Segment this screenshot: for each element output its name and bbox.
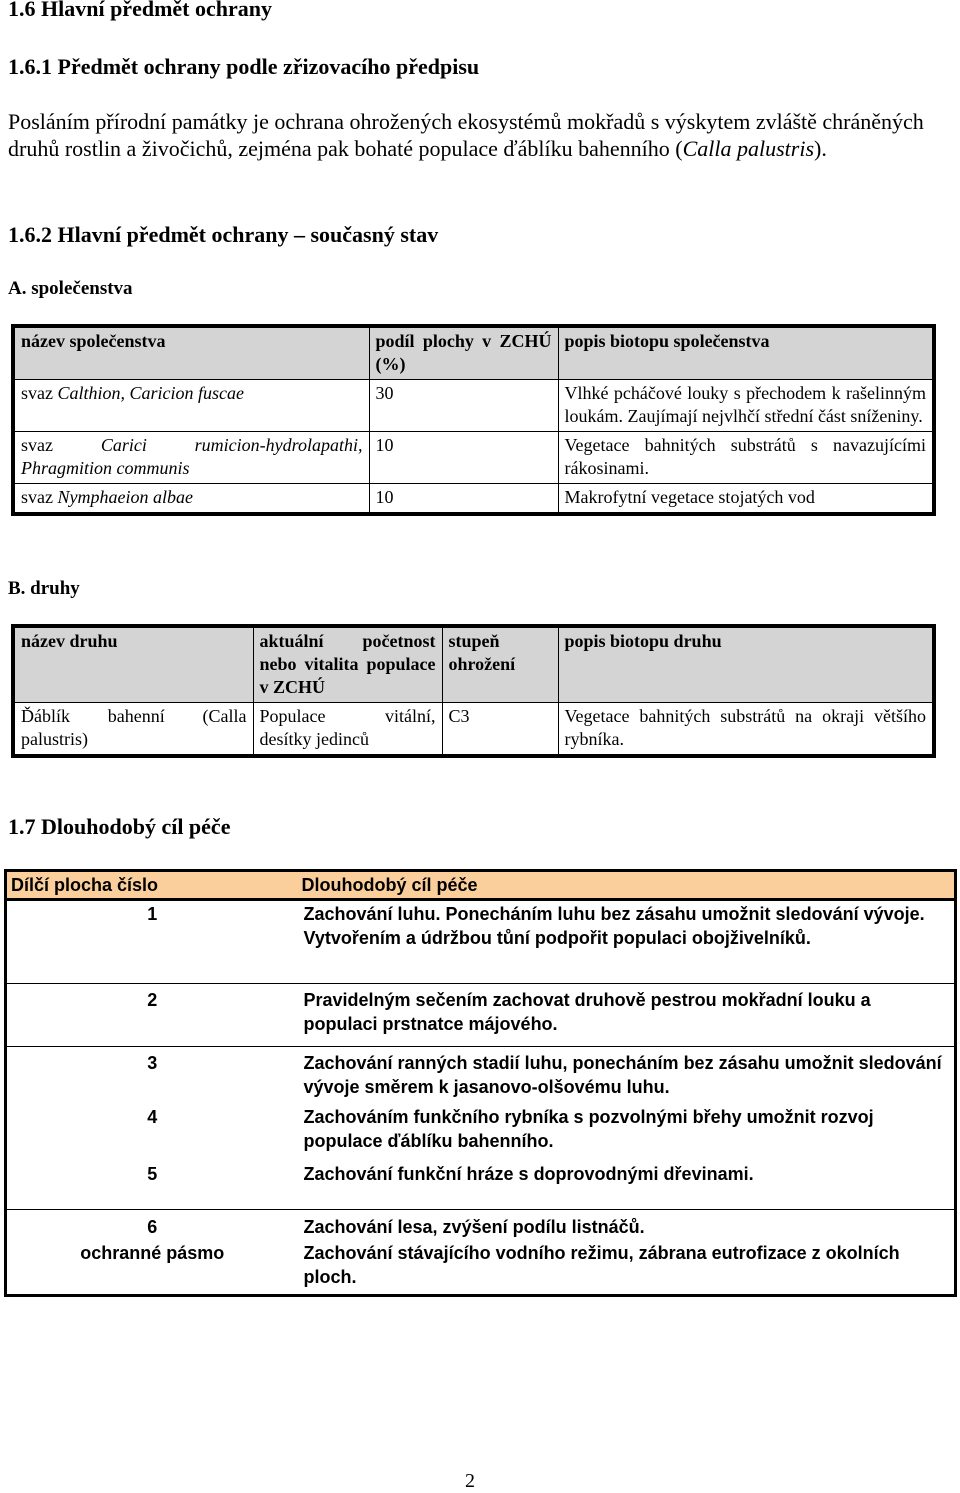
table-row [6,984,956,1047]
heading-1-6-1: 1.6.1 Předmět ochrany podle zřizovacího předpisu [8,54,480,79]
community-description: Makrofytní vegetace stojatých vod [558,484,934,515]
header-area-share: podíl plochy v ZCHÚ (%) [369,326,558,380]
table-row [6,1047,956,1105]
goal-area: 1 [6,900,298,984]
species-name: Ďáblík bahenní (Calla palustris) [13,703,253,757]
goal-text: Pravidelným sečením zachovat druhově pestrou mokřadní louku a populaci prstnatce májového. [298,984,956,1047]
table-row [6,1240,956,1296]
species-threat: C3 [442,703,558,757]
paragraph-text: Posláním přírodní památky je ochrana ohrožených ekosystémů mokřadů s výskytem zvláště chráněných druhů rostlin a živočichů, zejména pak bohaté populace ďáblíku bahenního ( [8,109,924,161]
header-community-name: název společenstva [13,326,369,380]
table-row [13,380,934,432]
goals-header-row [6,871,956,900]
goal-area: 6 [147,1217,158,1237]
paragraph-end: ). [814,136,827,161]
header-species-habitat: popis biotopu druhu [558,626,934,703]
paragraph-latin-name: Calla palustris [682,136,815,161]
community-description: Vegetace bahnitých substrátů s navazujícími rákosinami. [558,432,934,484]
paragraph-mission [8,108,938,162]
table-row [13,703,934,757]
community-description: Vlhké pcháčové louky s přechodem k rašelinným loukám. Zaujímají nejvlhčí střední část sníženiny. [558,380,934,432]
community-share: 10 [369,432,558,484]
goal-area: ochranné pásmo [80,1243,225,1263]
goal-area: 4 [147,1107,158,1127]
heading-1-6-2: 1.6.2 Hlavní předmět ochrany – současný stav [8,222,439,247]
table-row [13,484,934,515]
community-name: svaz Carici rumicion-hydrolapathi, Phragmition communis [13,432,369,484]
goal-text: Zachování luhu. Ponecháním luhu bez zásahu umožnit sledování vývoje. Vytvořením a údržbou tůní podpořit populaci obojživelníků. [298,900,956,984]
label-species: B. druhy [8,578,80,599]
table-row [6,1104,956,1161]
species-abundance: Populace vitální, desítky jedinců [253,703,442,757]
header-species-name: název druhu [13,626,253,703]
header-threat-level: stupeň ohrožení [442,626,558,703]
header-habitat-description: popis biotopu společenstva [558,326,934,380]
goal-text: Zachováním funkčního rybníka s pozvolnými břehy umožnit rozvoj populace ďáblíku bahenního. [303,1107,874,1151]
header-abundance: aktuální početnost nebo vitalita populace v ZCHÚ [253,626,442,703]
species-header-row [13,626,934,703]
header-area-number: Dílčí plocha číslo [6,871,298,900]
species-habitat: Vegetace bahnitých substrátů na okraji většího rybníka. [558,703,934,757]
heading-1-7: 1.7 Dlouhodobý cíl péče [8,814,231,839]
heading-1-6: 1.6 Hlavní předmět ochrany [8,0,272,21]
goals-table [4,869,957,1297]
goal-text: Zachování ranných stadií luhu, ponecháním bez zásahu umožnit sledování vývoje směrem k jasanovo-olšovému luhu. [303,1053,942,1097]
table-row [6,1210,956,1241]
goal-area: 2 [6,984,298,1047]
communities-header-row [13,326,934,380]
table-row [13,432,934,484]
table-row [6,900,956,984]
communities-table [11,324,936,516]
goal-text: Zachování funkční hráze s doprovodnými dřevinami. [298,1161,956,1210]
community-share: 10 [369,484,558,515]
page-number: 2 [465,1470,475,1492]
community-name: svaz Calthion, Caricion fuscae [13,380,369,432]
table-row [6,1161,956,1210]
community-name: svaz Nymphaeion albae [13,484,369,515]
goal-area: 5 [6,1161,298,1210]
community-share: 30 [369,380,558,432]
label-communities: A. společenstva [8,278,133,299]
species-table [11,624,936,758]
header-long-term-goal: Dlouhodobý cíl péče [298,871,956,900]
goal-area: 3 [147,1053,158,1073]
goal-text: Zachování stávajícího vodního režimu, zábrana eutrofizace z okolních ploch. [303,1243,900,1287]
goal-text: Zachování lesa, zvýšení podílu listnáčů. [303,1217,645,1237]
